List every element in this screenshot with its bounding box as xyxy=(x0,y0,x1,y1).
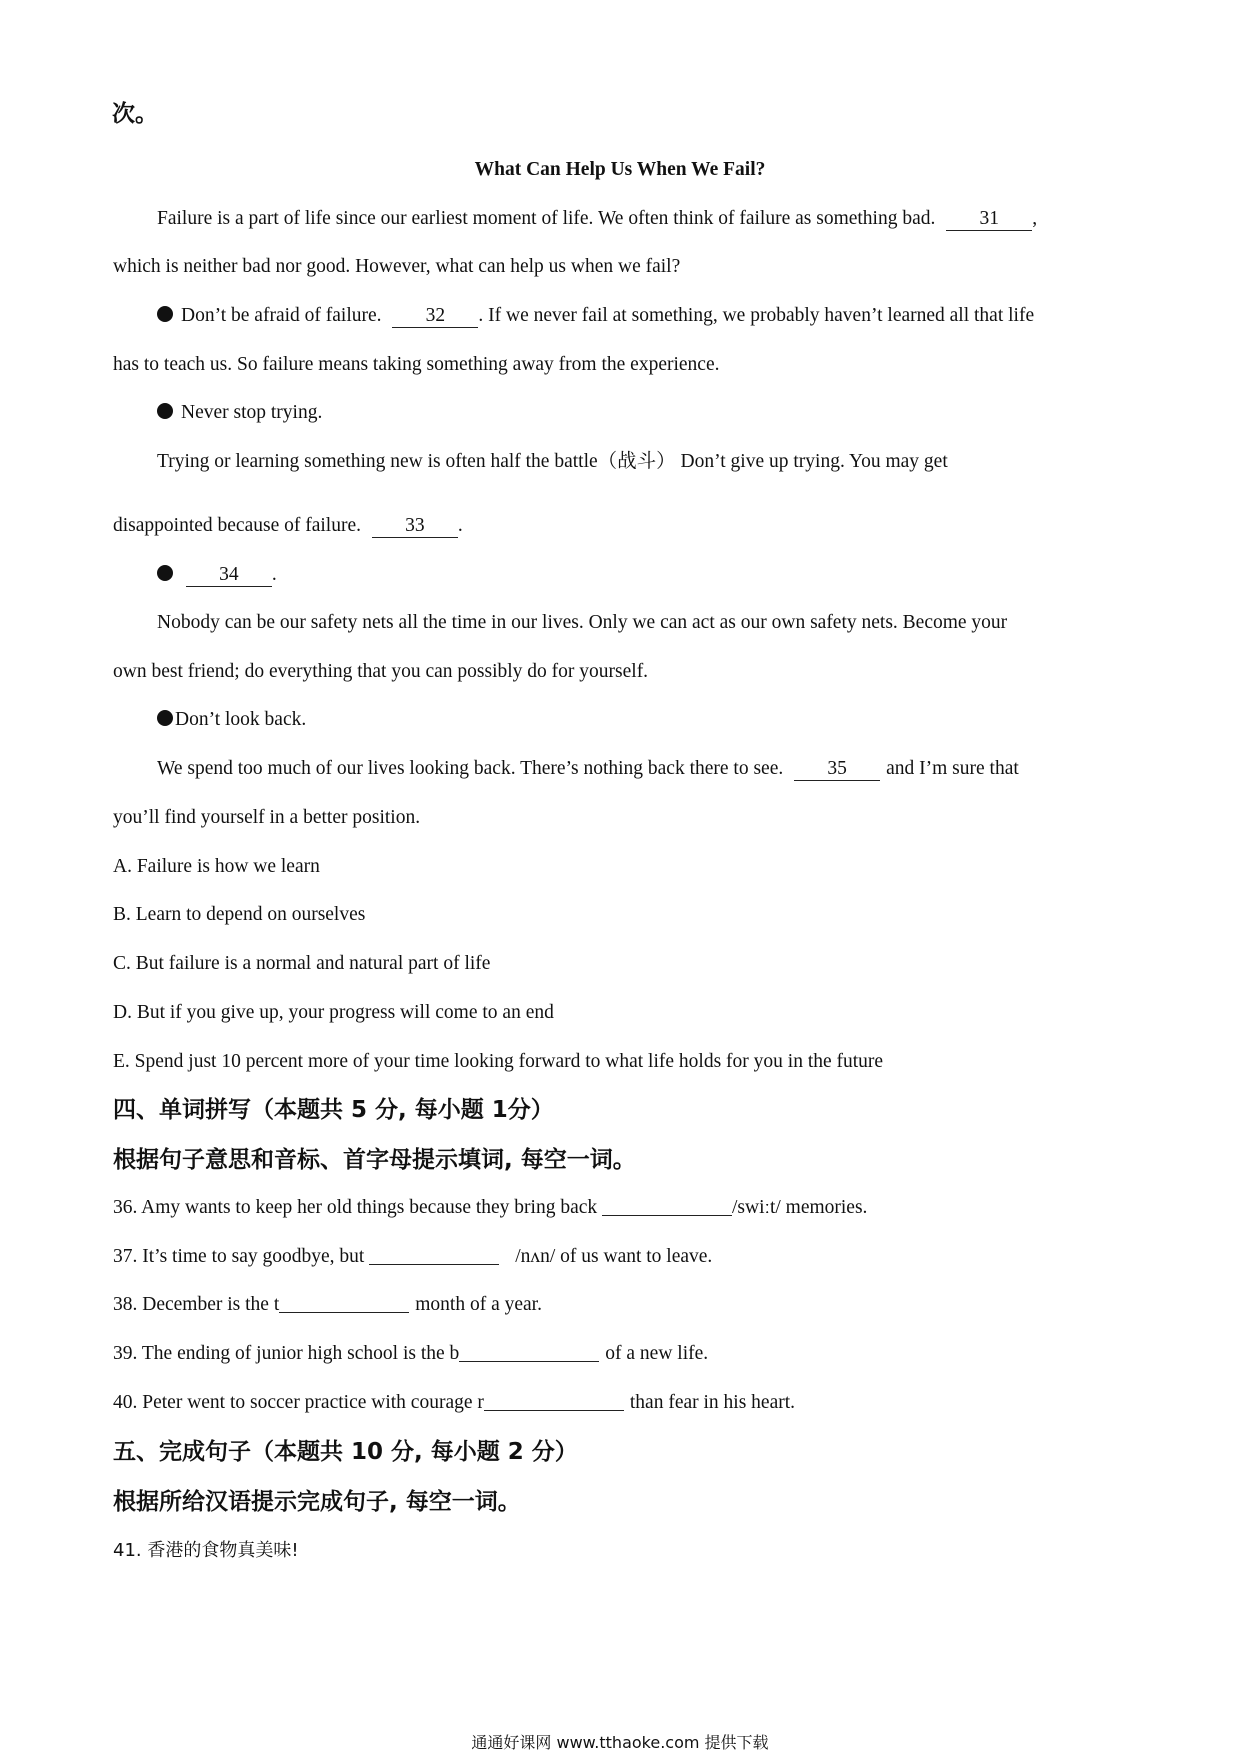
option-d: D. But if you give up, your progress will come to an end xyxy=(113,1002,554,1023)
bullet-heading-2 xyxy=(157,401,322,425)
passage-line: you’ll find yourself in a better position. xyxy=(113,807,421,828)
answer-blank[interactable] xyxy=(484,1392,624,1411)
blank-31: 31 xyxy=(946,208,1032,231)
passage-text: . xyxy=(271,564,277,585)
passage-text: and I’m sure that xyxy=(886,758,1019,779)
passage-line: which is neither bad nor good. However, what can help us when we fail? xyxy=(113,256,681,277)
blank-34: 34 xyxy=(186,564,272,587)
bullet-icon xyxy=(157,565,173,581)
bullet-icon xyxy=(157,403,173,419)
option-a: A. Failure is how we learn xyxy=(113,856,320,877)
passage-title: What Can Help Us When We Fail? xyxy=(474,159,766,180)
passage-paragraph-2 xyxy=(113,514,463,538)
passage-text: Never stop trying. xyxy=(181,402,323,423)
question-41: 41. 香港的食物真美味! xyxy=(113,1540,299,1561)
bullet-heading-1 xyxy=(157,304,1034,328)
blank-35: 35 xyxy=(794,758,880,781)
question-text: than fear in his heart. xyxy=(629,1392,796,1413)
bullet-icon xyxy=(157,306,173,322)
question-37 xyxy=(113,1245,712,1269)
question-text: /nʌn/ of us want to leave. xyxy=(515,1246,713,1267)
blank-32: 32 xyxy=(392,305,478,328)
passage-text: We spend too much of our lives looking back. There’s nothing back there to see. xyxy=(157,758,784,779)
passage-line: has to teach us. So failure means taking something away from the experience. xyxy=(113,354,720,375)
question-38 xyxy=(113,1293,542,1317)
passage-text: . If we never fail at something, we probably haven’t learned all that life xyxy=(478,305,1035,326)
passage-paragraph-4 xyxy=(157,757,1019,781)
question-39 xyxy=(113,1342,708,1366)
question-text: 40. Peter went to soccer practice with courage r xyxy=(113,1392,484,1413)
passage-text: . xyxy=(457,515,463,536)
bullet-heading-4 xyxy=(157,708,306,732)
passage-text: , xyxy=(1032,208,1038,229)
blank-33: 33 xyxy=(372,515,458,538)
section-4-heading: 四、单词拼写（本题共 5 分, 每小题 1分） xyxy=(113,1097,554,1123)
answer-blank[interactable] xyxy=(459,1343,599,1362)
bullet-icon xyxy=(157,710,173,726)
bullet-heading-3 xyxy=(157,563,277,587)
question-text: month of a year. xyxy=(415,1294,542,1315)
passage-line: own best friend; do everything that you can possibly do for yourself. xyxy=(113,661,649,682)
section-4-instruction: 根据句子意思和音标、首字母提示填词, 每空一词。 xyxy=(113,1147,636,1173)
question-text: 37. It’s time to say goodbye, but xyxy=(113,1246,365,1267)
answer-blank[interactable] xyxy=(279,1294,409,1313)
passage-paragraph-1 xyxy=(157,207,1037,231)
question-text: /swiːt/ memories. xyxy=(732,1197,868,1218)
question-text: of a new life. xyxy=(605,1343,709,1364)
question-40 xyxy=(113,1391,795,1415)
option-b: B. Learn to depend on ourselves xyxy=(113,904,366,925)
page-footer: 通通好课网 www.tthaoke.com 提供下载 xyxy=(471,1733,769,1752)
passage-text: Don’t look back. xyxy=(175,709,307,730)
answer-blank[interactable] xyxy=(602,1197,732,1216)
section-5-instruction: 根据所给汉语提示完成句子, 每空一词。 xyxy=(113,1489,521,1515)
passage-text: Failure is a part of life since our earliest moment of life. We often think of failure as something bad. xyxy=(157,208,936,229)
question-text: 36. Amy wants to keep her old things because they bring back xyxy=(113,1197,598,1218)
top-fragment: 次。 xyxy=(112,101,158,127)
question-text: 38. December is the t xyxy=(113,1294,280,1315)
option-c: C. But failure is a normal and natural part of life xyxy=(113,953,491,974)
question-36 xyxy=(113,1196,867,1220)
section-5-heading: 五、完成句子（本题共 10 分, 每小题 2 分） xyxy=(113,1439,578,1465)
answer-blank[interactable] xyxy=(369,1246,499,1265)
option-e: E. Spend just 10 percent more of your time looking forward to what life holds for you in the future xyxy=(113,1051,884,1072)
passage-text: Don’t be afraid of failure. xyxy=(181,305,382,326)
passage-line: Nobody can be our safety nets all the time in our lives. Only we can act as our own safety nets. Become your xyxy=(157,612,1008,633)
passage-line: Trying or learning something new is often half the battle（战斗） Don’t give up trying. You may get xyxy=(157,451,948,472)
question-text: 39. The ending of junior high school is the b xyxy=(113,1343,460,1364)
passage-text: disappointed because of failure. xyxy=(113,515,361,536)
